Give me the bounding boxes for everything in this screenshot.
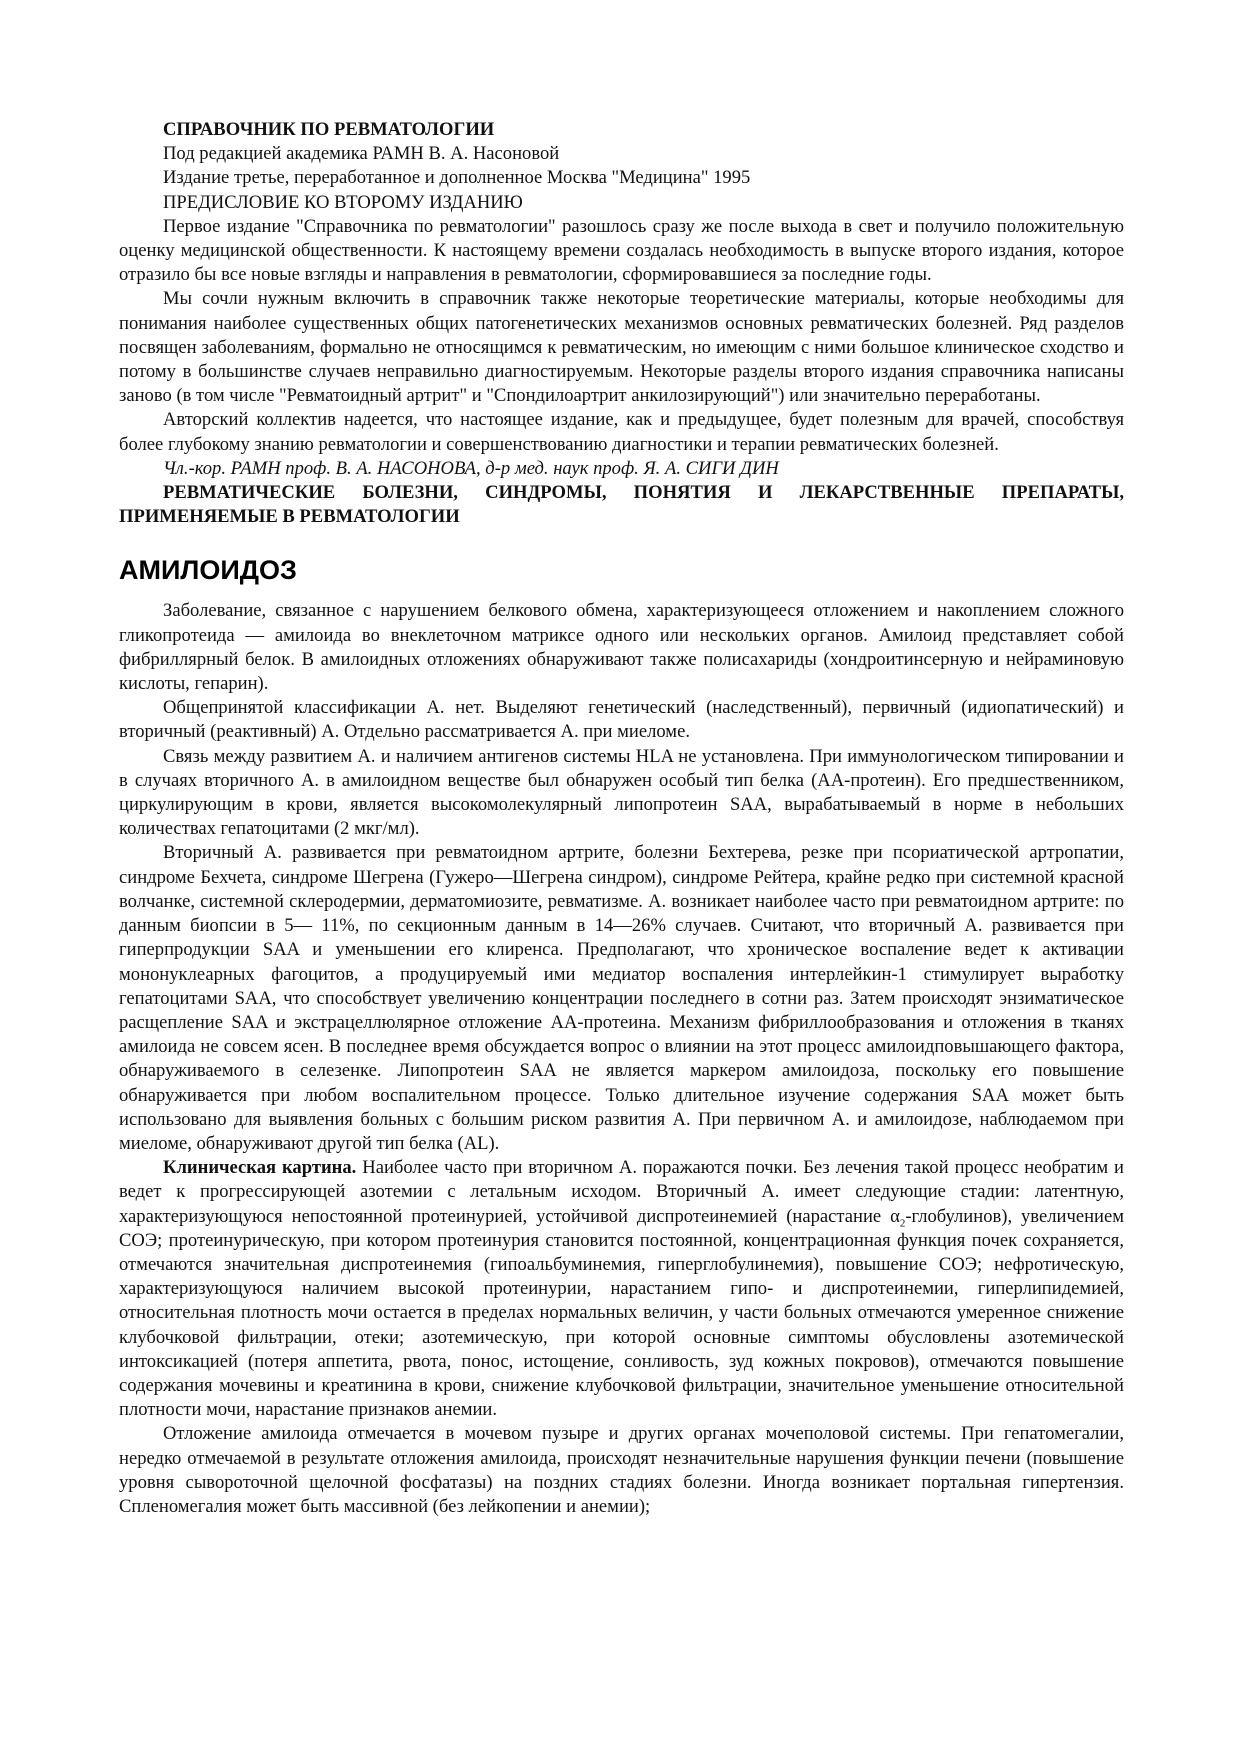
clinical-picture-text-a: Наиболее часто при вторичном А. поражаются почки. Без лечения такой процесс необратим и ведет к прогрессирующей азотемии с летальным исходом. Вторичный А. имеет следующие стадии: латентную, характеризующуюся непостоянной протеинурией, устойчивой диспротеинемией (нарастание α [119,1157,1124,1227]
alpha-subscript: 2 [899,1217,906,1230]
chapter-paragraph-4: Вторичный А. развивается при ревматоидном артрите, болезни Бехтерева, резке при псориатической артропатии, синдроме Бехчета, синдроме Шегрена (Гужеро—Шегрена синдром), синдроме Рейтера, крайне редко при системной красной волчанке, системной склеродермии, дерматомиозите, ревматизме. А. возникает наиболее часто при ревматоидном артрите: по данным биопсии в 5— 11%, по секционным данным в 14—26% случаев. Считают, что вторичный А. развивается при гиперпродукции SAA и уменьшении его клиренса. Предполагают, что хроническое воспаление ведет к активации мононуклеарных фагоцитов, а продуцируемый ими медиатор воспаления интерлейкин-1 стимулирует выработку гепатоцитами SAA, что способствует увеличению концентрации последнего в сотни раз. Затем происходят энзиматическое расщепление SAA и экстрацеллюлярное отложение АА-протеина. Механизм фибриллообразования и отложения в тканях амилоида не совсем ясен. В последнее время обсуждается вопрос о влиянии на этот процесс амилоидповышающего фактора, обнаруживаемого в селезенке. Липопротеин SAA не является маркером амилоидоза, поскольку его повышение обнаруживается при любом воспалительном процессе. Только длительное изучение содержания SAA может быть использовано для выявления больных с большим риском развития А. При первичном А. и амилоидозе, наблюдаемом при миеломе, обнаруживают другой тип белка (AL). [119,842,1124,1154]
book-title: СПРАВОЧНИК ПО РЕВМАТОЛОГИИ [163,119,495,140]
preface-title: ПРЕДИСЛОВИЕ КО ВТОРОМУ ИЗДАНИЮ [163,191,523,213]
chapter-title: АМИЛОИДОЗ [119,555,297,586]
document-page [119,118,1124,1519]
chapter-paragraph-3: Связь между развитием А. и наличием антигенов системы HLA не установлена. При иммунологическом типировании и в случаях вторичного А. в амилоидном веществе был обнаружен особый тип белка (АА-протеин). Его предшественником, циркулирующим в крови, является высокомолекулярный липопротеин SAA, вырабатываемый в норме в небольших количествах гепатоцитами (2 мкг/мл). [119,745,1124,840]
section-heading: РЕВМАТИЧЕСКИЕ БОЛЕЗНИ, СИНДРОМЫ, ПОНЯТИЯ И ЛЕКАРСТВЕННЫЕ ПРЕПАРАТЫ, ПРИМЕНЯЕМЫЕ В РЕВМАТОЛОГИИ [119,482,1124,528]
clinical-picture-lead: Клиническая картина. [163,1157,357,1179]
chapter-paragraph-6: Отложение амилоида отмечается в мочевом пузыре и других органах мочеполовой системы. При гепатомегалии, нередко отмечаемой в результате отложения амилоида, происходят незначительные нарушения функции печени (повышение уровня сывороточной щелочной фосфатазы) на поздних стадиях болезни. Иногда возникает портальная гипертензия. Спленомегалия может быть массивной (без лейкопении и анемии); [119,1423,1124,1517]
clinical-picture-text-b: -глобулинов), увеличением СОЭ; протеинурическую, при котором протеинурия становится постоянной, концентрационная функция почек сохраняется, отмечаются значительная диспротеинемия (гипоальбуминемия, гиперглобулинемия), повышение СОЭ; нефротическую, характеризующуюся наличием высокой протеинурии, нарастанием гипо- и диспротеинемии, гиперлипидемией, относительная плотность мочи остается в пределах нормальных величин, у части больных отмечаются умеренное снижение клубочковой фильтрации, отеки; азотемическую, при которой основные симптомы обусловлены азотемической интоксикацией (потеря аппетита, рвота, понос, истощение, сонливость, зуд кожных покровов), отмечаются повышение содержания мочевины и креатинина в крови, снижение клубочковой фильтрации, значительное уменьшение относительной плотности мочи, нарастание признаков анемии. [119,1205,1124,1421]
editor-line: Под редакцией академика РАМН В. А. Насоновой [163,143,560,165]
preface-paragraph-2: Мы сочли нужным включить в справочник также некоторые теоретические материалы, которые необходимы для понимания наиболее существенных общих патогенетических механизмов основных ревматических болезней. Ряд разделов посвящен заболеваниям, формально не относящимся к ревматическим, но имеющим с ними большое клиническое сходство и потому в большинстве случаев неправильно диагностируемым. Некоторые разделы второго издания справочника написаны заново (в том числе "Ревматоидный артрит" и "Спондилоартрит анкилозирующий") или значительно переработаны. [119,288,1124,407]
chapter-paragraph-5 [119,1156,1124,1422]
preface-paragraph-3: Авторский коллектив надеется, что настоящее издание, как и предыдущее, будет полезным для врачей, способствуя более глубокому знанию ревматологии и совершенствованию диагностики и терапии ревматических болезней. [119,409,1124,455]
chapter-paragraph-1: Заболевание, связанное с нарушением белкового обмена, характеризующееся отложением и накоплением сложного гликопротеида — амилоида во внеклеточном матриксе одного или нескольких органов. Амилоид представляет собой фибриллярный белок. В амилоидных отложениях обнаруживают также полисахариды (хондроитинсерную и нейраминовую кислоты, гепарин). [119,600,1124,695]
preface-paragraph-1: Первое издание "Справочника по ревматологии" разошлось сразу же после выхода в свет и получило положительную оценку медицинской общественности. К настоящему времени создалась необходимость в выпуске второго издания, которое отразило бы все новые взгляды и направления в ревматологии, сформировавшиеся за последние годы. [119,215,1124,286]
chapter-paragraph-2: Общепринятой классификации А. нет. Выделяют генетический (наследственный), первичный (идиопатический) и вторичный (реактивный) А. Отдельно рассматривается А. при миеломе. [119,697,1124,743]
preface-signature: Чл.-кор. РАМН проф. В. А. НАСОНОВА, д-р мед. наук проф. Я. А. СИГИ ДИН [163,457,779,479]
edition-line: Издание третье, переработанное и дополненное Москва "Медицина" 1995 [163,167,751,189]
